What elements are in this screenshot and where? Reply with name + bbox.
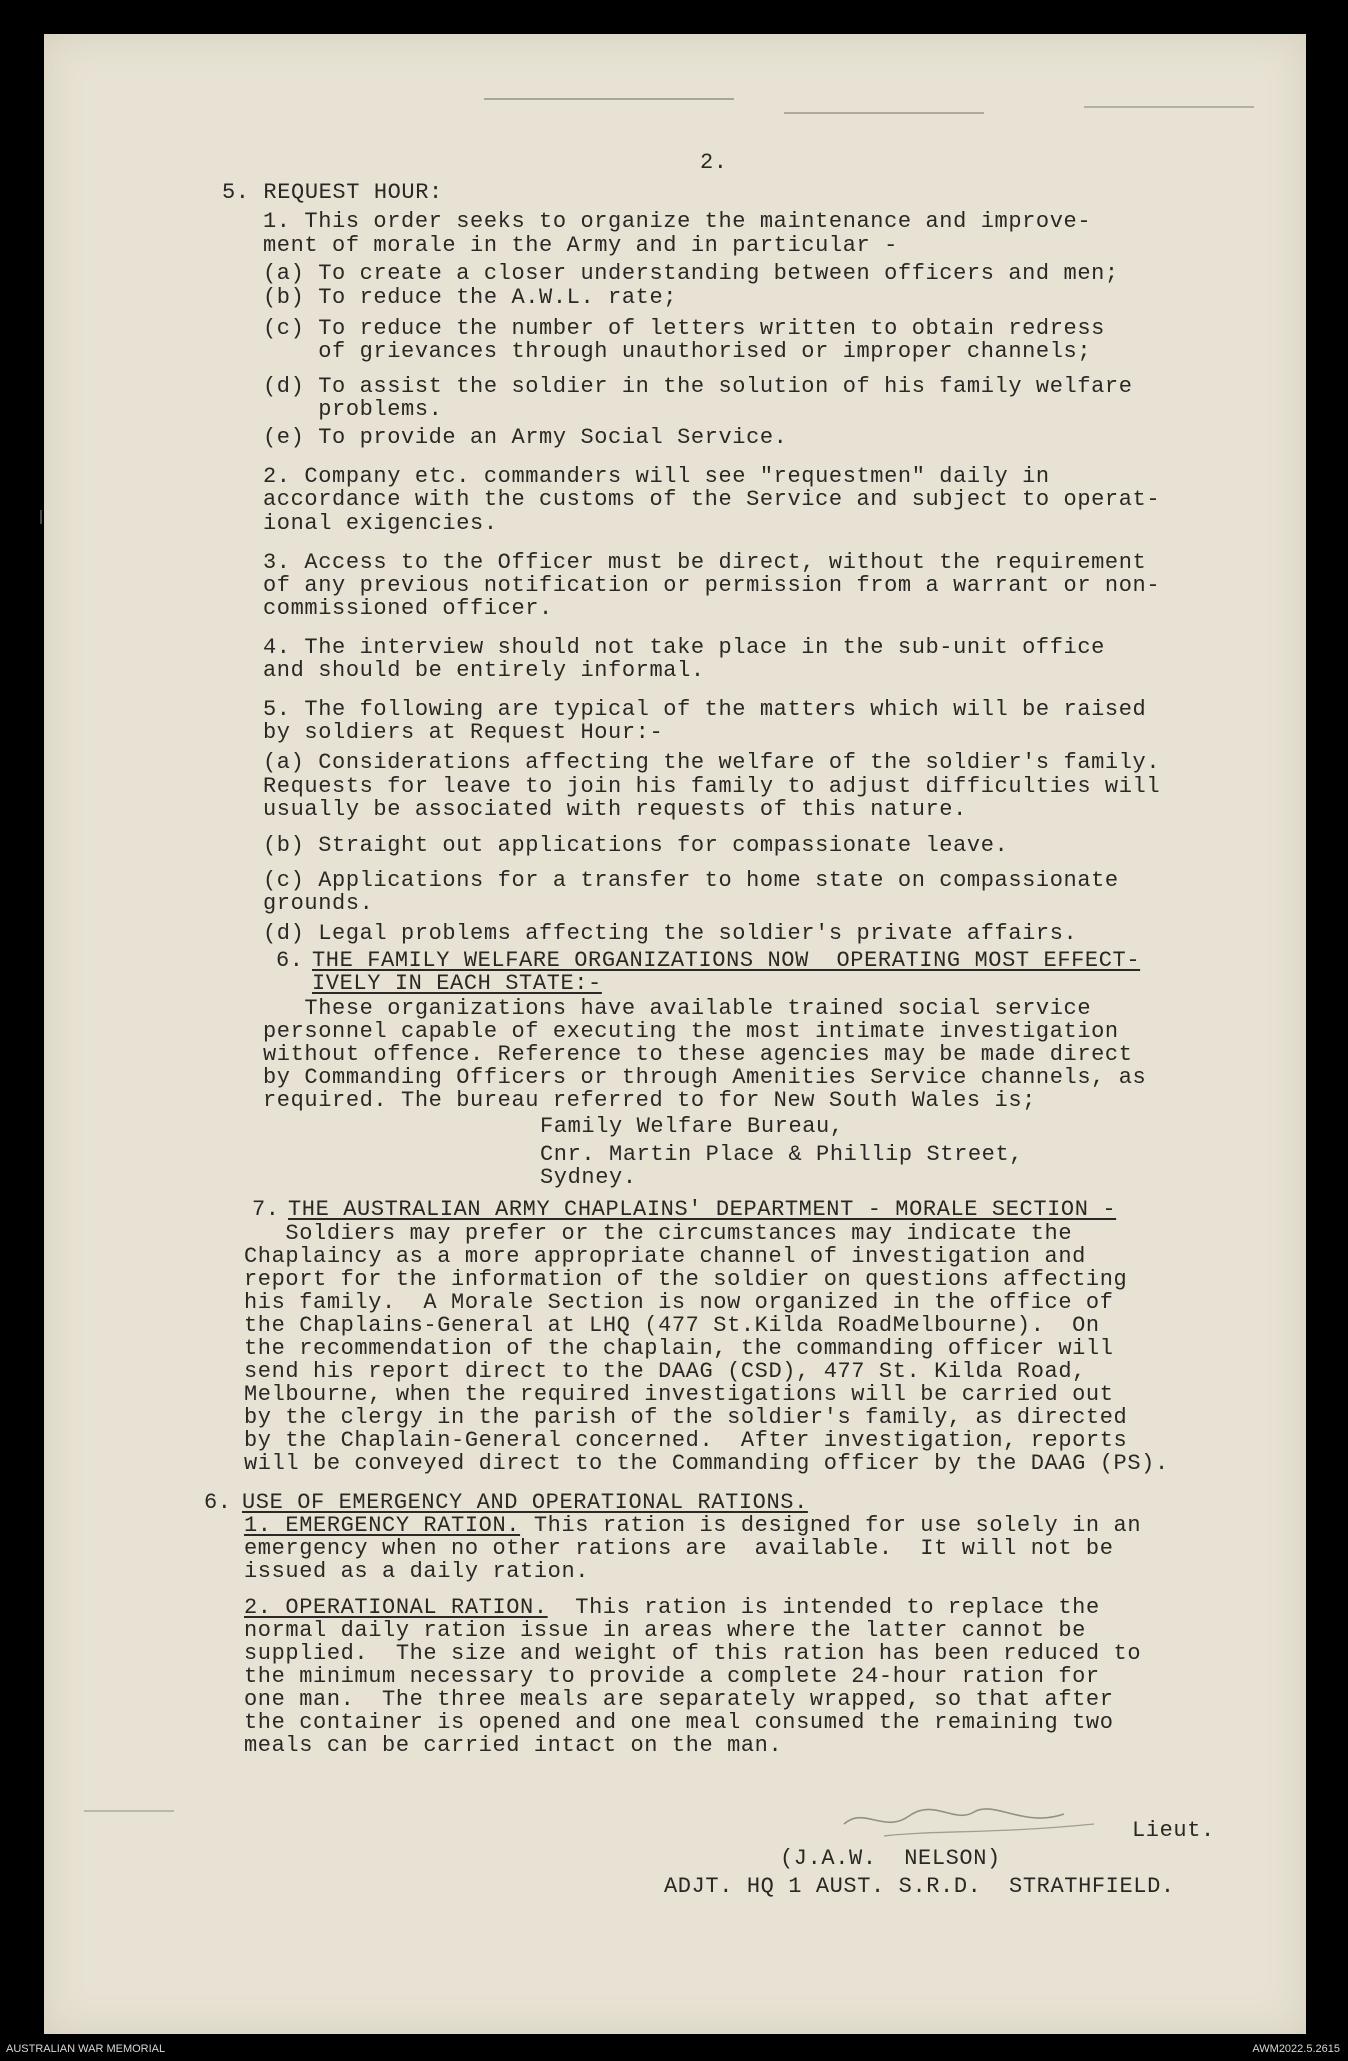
text-line: by the Chaplain-General concerned. After investigation, reports (244, 1428, 1128, 1453)
text-line: will be conveyed direct to the Commanding officer by the DAAG (PS). (244, 1451, 1169, 1476)
text-line: Melbourne, when the required investigations will be carried out (244, 1382, 1114, 1407)
text-line: (d) To assist the soldier in the solution of his family welfare (263, 374, 1133, 399)
text-line: problems. (263, 397, 443, 422)
text-line: Soldiers may prefer or the circumstances may indicate the (244, 1221, 1073, 1246)
text-line: 3. Access to the Officer must be direct, without the requirement (263, 550, 1147, 575)
text-line: report for the information of the soldier on questions affecting (244, 1267, 1128, 1292)
text-line: 4. The interview should not take place in the sub-unit office (263, 635, 1105, 660)
section-6-heading: USE OF EMERGENCY AND OPERATIONAL RATIONS. (242, 1490, 808, 1515)
text-line: the Chaplains-General at LHQ (477 St.Kilda RoadMelbourne). On (244, 1313, 1100, 1338)
emergency-ration-label: 1. EMERGENCY RATION. (244, 1513, 521, 1538)
address-line: Cnr. Martin Place & Phillip Street, (540, 1142, 1024, 1167)
text-line: by the clergy in the parish of the soldier's family, as directed (244, 1405, 1128, 1430)
page-number: 2. (700, 150, 728, 175)
text-line: and should be entirely informal. (263, 658, 705, 683)
text-line: (a) To create a closer understanding between officers and men; (263, 261, 1119, 286)
text-line: (d) Legal problems affecting the soldier's private affairs. (263, 921, 1078, 946)
text-line: without offence. Reference to these agencies may be made direct (263, 1042, 1133, 1067)
text-line: These organizations have available trained social service (263, 996, 1092, 1021)
text-line: 5. The following are typical of the matters which will be raised (263, 697, 1147, 722)
text-line: of any previous notification or permission from a warrant or non- (263, 573, 1161, 598)
text-line: by soldiers at Request Hour:- (263, 720, 664, 745)
text-line: accordance with the customs of the Service and subject to operat- (263, 487, 1161, 512)
text-line: personnel capable of executing the most intimate investigation (263, 1019, 1119, 1044)
handwritten-signature (824, 1794, 1104, 1854)
text-line: (c) To reduce the number of letters written to obtain redress (263, 316, 1105, 341)
document-page (44, 34, 1306, 2034)
text-line (244, 1513, 1141, 1538)
subheading: IVELY IN EACH STATE:- (312, 971, 602, 996)
ink-mark (1084, 106, 1254, 108)
signature-name: (J.A.W. NELSON) (780, 1846, 1001, 1871)
section-5-heading: 5. REQUEST HOUR: (222, 180, 443, 205)
text-line: issued as a daily ration. (244, 1559, 590, 1584)
footer-reference: AWM2022.5.2615 (1252, 2043, 1340, 2055)
text-line: of grievances through unauthorised or improper channels; (263, 339, 1092, 364)
ink-mark (784, 112, 984, 114)
text-line: the minimum necessary to provide a complete 24-hour ration for (244, 1664, 1100, 1689)
signature-rank: Lieut. (1132, 1818, 1215, 1843)
text-line: supplied. The size and weight of this ration has been reduced to (244, 1641, 1142, 1666)
text-line: the container is opened and one meal consumed the remaining two (244, 1710, 1114, 1735)
text-line: (a) Considerations affecting the welfare of the soldier's family. (263, 750, 1161, 775)
footer-credit: AUSTRALIAN WAR MEMORIAL (6, 2043, 166, 2055)
text-line: by Commanding Officers or through Amenities Service channels, as (263, 1065, 1147, 1090)
subheading: THE AUSTRALIAN ARMY CHAPLAINS' DEPARTMENT - MORALE SECTION - (288, 1197, 1117, 1222)
text-line: Chaplaincy as a more appropriate channel of investigation and (244, 1244, 1086, 1269)
text-line: his family. A Morale Section is now organized in the office of (244, 1290, 1114, 1315)
text-line: required. The bureau referred to for New South Wales is; (263, 1088, 1036, 1113)
operational-ration-label: 2. OPERATIONAL RATION. (244, 1595, 548, 1620)
text-line: Requests for leave to join his family to adjust difficulties will (263, 774, 1161, 799)
section-6-number: 6. (204, 1490, 232, 1515)
text-line: 2. Company etc. commanders will see "requestmen" daily in (263, 464, 1050, 489)
text-line: (b) To reduce the A.W.L. rate; (263, 285, 678, 310)
address-line: Family Welfare Bureau, (540, 1114, 844, 1139)
text-line: the recommendation of the chaplain, the commanding officer will (244, 1336, 1114, 1361)
signature-title: ADJT. HQ 1 AUST. S.R.D. STRATHFIELD. (664, 1874, 1175, 1899)
item-number: 6. (276, 948, 304, 973)
text-line: commissioned officer. (263, 596, 553, 621)
text-line: one man. The three meals are separately wrapped, so that after (244, 1687, 1114, 1712)
text-line: emergency when no other rations are available. It will not be (244, 1536, 1114, 1561)
ink-mark (40, 510, 42, 524)
text-line: 1. This order seeks to organize the maintenance and improve- (263, 209, 1092, 234)
item-number: 7. (252, 1197, 280, 1222)
text-line: normal daily ration issue in areas where the latter cannot be (244, 1618, 1086, 1643)
text-line: grounds. (263, 891, 374, 916)
ink-mark (84, 1810, 174, 1812)
text-line: (e) To provide an Army Social Service. (263, 425, 788, 450)
text-line: usually be associated with requests of this nature. (263, 797, 967, 822)
ink-mark (484, 98, 734, 100)
text-span: This ration is intended to replace the (547, 1595, 1100, 1620)
text-span: This ration is designed for use solely in an (520, 1513, 1142, 1538)
address-line: Sydney. (540, 1165, 637, 1190)
text-line: ional exigencies. (263, 511, 498, 536)
text-line: (c) Applications for a transfer to home state on compassionate (263, 868, 1119, 893)
text-line: meals can be carried intact on the man. (244, 1733, 783, 1758)
subheading: THE FAMILY WELFARE ORGANIZATIONS NOW OPERATING MOST EFFECT- (312, 948, 1141, 973)
text-line: ment of morale in the Army and in particular - (263, 233, 898, 258)
text-line: (b) Straight out applications for compassionate leave. (263, 833, 1009, 858)
text-line: send his report direct to the DAAG (CSD), 477 St. Kilda Road, (244, 1359, 1086, 1384)
text-line (244, 1595, 1100, 1620)
